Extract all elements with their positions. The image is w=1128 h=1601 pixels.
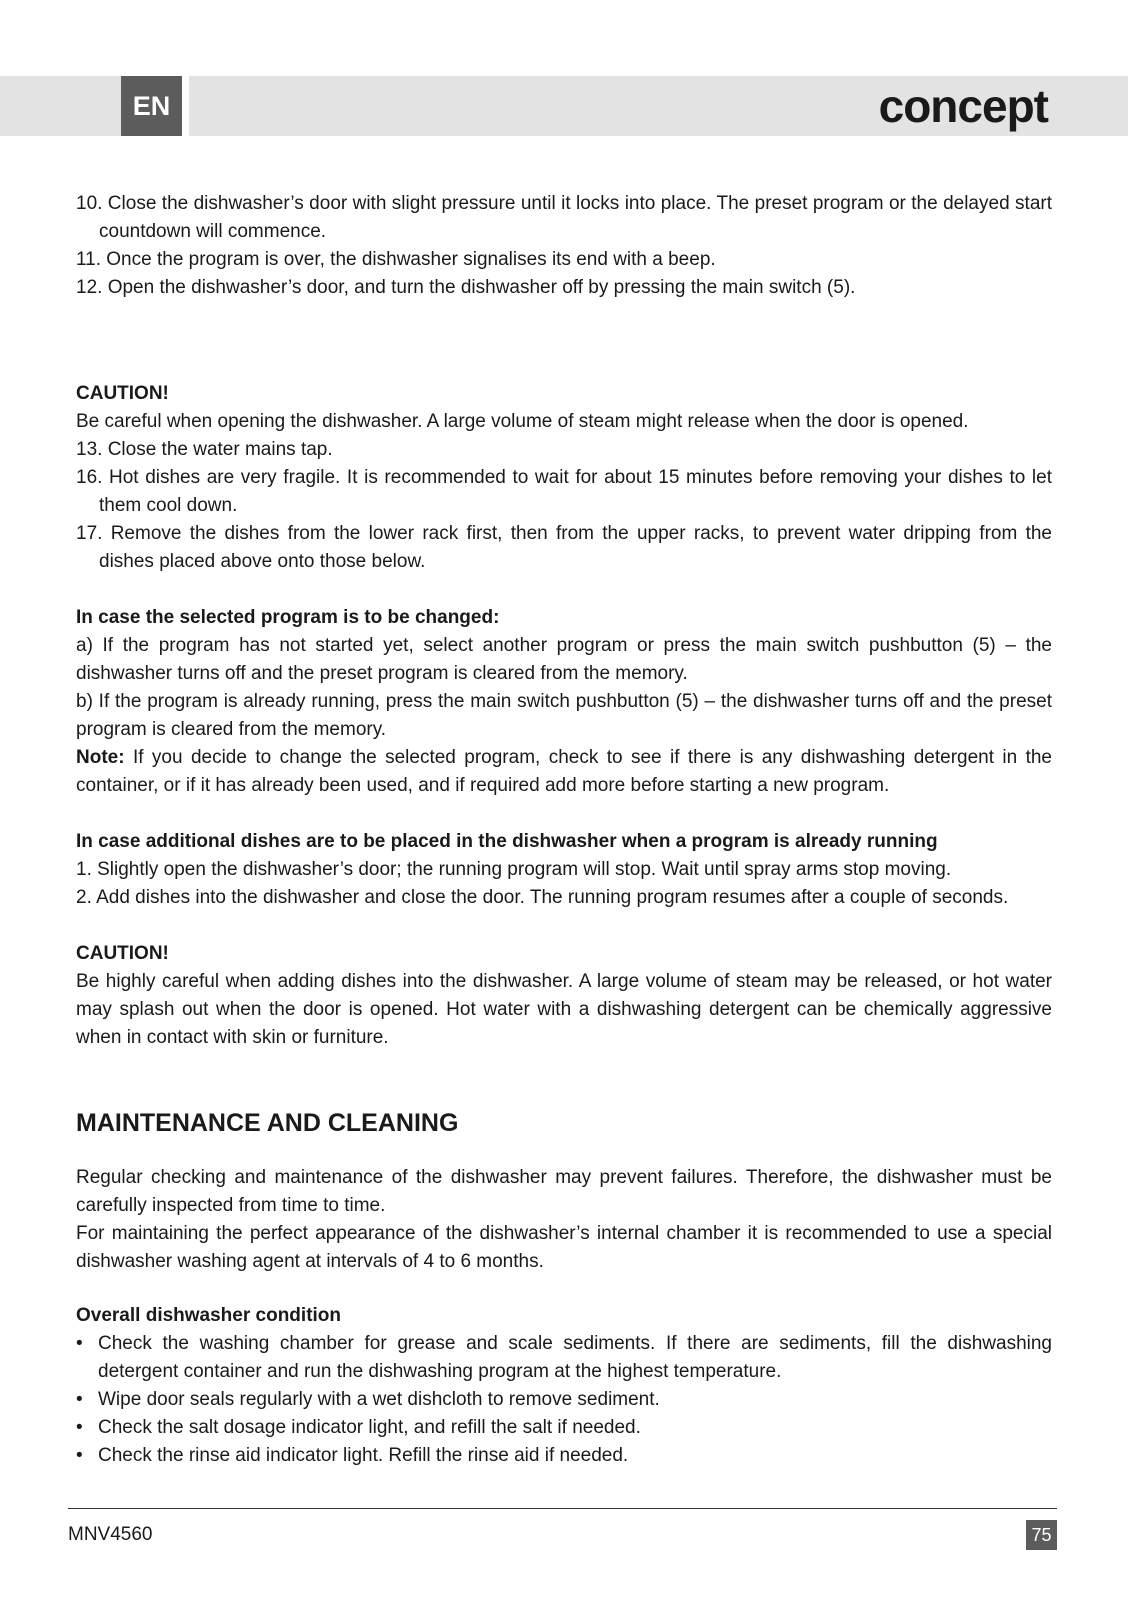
list-item: • Check the salt dosage indicator light, and refill the salt if needed. (76, 1414, 1052, 1442)
list-item: • Wipe door seals regularly with a wet dishcloth to remove sediment. (76, 1386, 1052, 1414)
caution-heading: CAUTION! (76, 383, 169, 404)
bullet-icon: • (76, 1333, 83, 1354)
note-text: If you decide to change the selected program, check to see if there is any dishwashing detergent in the container, or if it has already been used, and if required add more before starting a new program. (76, 747, 1052, 796)
caution-text: Be careful when opening the dishwasher. A large volume of steam might release when the door is opened. (76, 411, 969, 432)
language-badge: EN (121, 76, 182, 136)
note-label: Note: (76, 747, 125, 768)
header-divider (182, 76, 189, 136)
page-content (76, 190, 1052, 1470)
step-11: 11. Once the program is over, the dishwasher signalises its end with a beep. (76, 249, 716, 270)
condition-heading: Overall dishwasher condition (76, 1305, 342, 1326)
section-title-maintenance: MAINTENANCE AND CLEANING (76, 1109, 459, 1137)
bullet-icon: • (76, 1417, 83, 1438)
change-note (76, 744, 1052, 800)
maintenance-para-1: Regular checking and maintenance of the dishwasher may prevent failures. Therefore, the dishwasher must be carefully inspected from time to time. (76, 1167, 1052, 1216)
additional-step-1: 1. Slightly open the dishwasher’s door; the running program will stop. Wait until spray arms stop moving. (76, 859, 952, 880)
caution-heading-2: CAUTION! (76, 943, 169, 964)
list-item: • Check the washing chamber for grease and scale sediments. If there are sediments, fill the dishwashing detergent container and run the dishwashing program at the highest temperature. (76, 1330, 1052, 1386)
maintenance-para-2: For maintaining the perfect appearance of the dishwasher’s internal chamber it is recommended to use a special dishwasher washing agent at intervals of 4 to 6 months. (76, 1223, 1052, 1272)
bullet-icon: • (76, 1389, 83, 1410)
change-option-a: a) If the program has not started yet, select another program or press the main switch pushbutton (5) – the dishwasher turns off and the preset program is cleared from the memory. (76, 635, 1052, 684)
list-item: • Check the rinse aid indicator light. Refill the rinse aid if needed. (76, 1442, 1052, 1470)
step-10: 10. Close the dishwasher’s door with slight pressure until it locks into place. The preset program or the delayed start countdown will commence. (76, 193, 1052, 242)
brand-logo: concept (878, 80, 1048, 132)
step-13: 13. Close the water mains tap. (76, 439, 333, 460)
footer-divider (68, 1508, 1057, 1509)
bullet-icon: • (76, 1445, 83, 1466)
caution-text-2: Be highly careful when adding dishes into the dishwasher. A large volume of steam may be released, or hot water may splash out when the door is opened. Hot water with a dishwashing detergent can be chemically aggressive when in contact with skin or furniture. (76, 971, 1052, 1048)
step-17: 17. Remove the dishes from the lower rack first, then from the upper racks, to prevent water dripping from the dishes placed above onto those below. (76, 523, 1052, 572)
change-program-heading: In case the selected program is to be changed: (76, 607, 500, 628)
additional-step-2: 2. Add dishes into the dishwasher and close the door. The running program resumes after a couple of seconds. (76, 887, 1009, 908)
step-12: 12. Open the dishwasher’s door, and turn the dishwasher off by pressing the main switch (5). (76, 277, 856, 298)
change-option-b: b) If the program is already running, press the main switch pushbutton (5) – the dishwasher turns off and the preset program is cleared from the memory. (76, 691, 1052, 740)
model-number: MNV4560 (68, 1524, 153, 1545)
page-number: 75 (1026, 1520, 1057, 1550)
additional-dishes-heading: In case additional dishes are to be placed in the dishwasher when a program is already running (76, 831, 938, 852)
condition-list (76, 1330, 1052, 1470)
step-16: 16. Hot dishes are very fragile. It is recommended to wait for about 15 minutes before removing your dishes to let them cool down. (76, 467, 1052, 516)
